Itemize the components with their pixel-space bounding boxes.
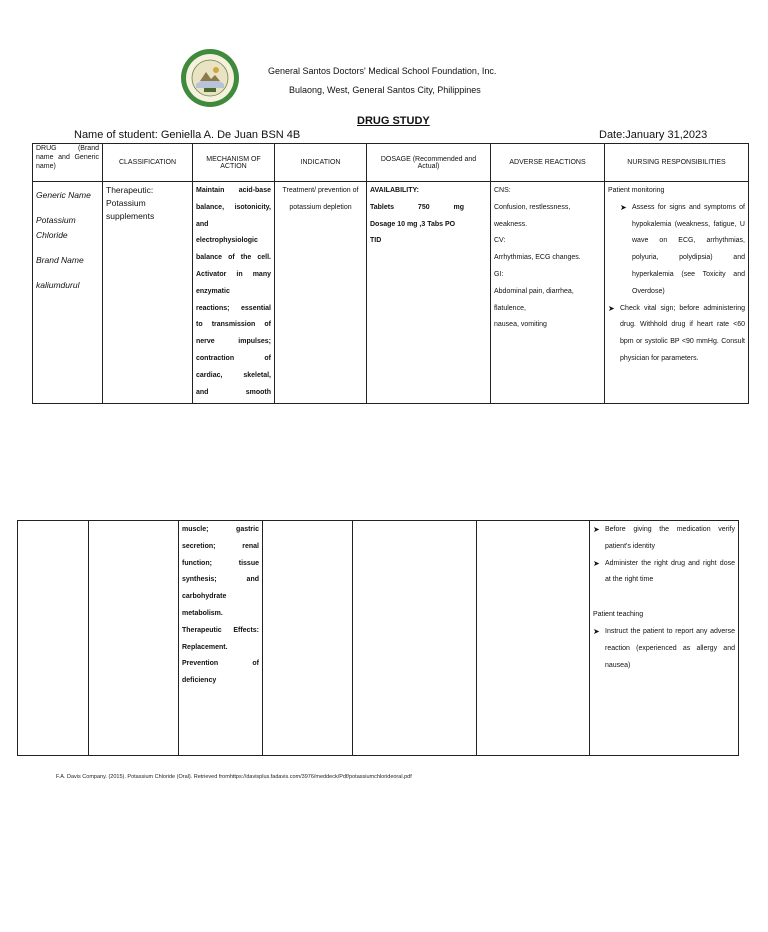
mechanism-line: Maintain acid-base [196, 187, 271, 194]
drug-study-table [32, 143, 749, 404]
patient-monitoring-label: Patient monitoring [608, 187, 665, 194]
dosage-amount: Dosage 10 mg ,3 Tabs PO [370, 220, 456, 228]
school-seal-icon [180, 48, 240, 108]
arrow-bullet-icon: ➤ [593, 626, 600, 636]
classification-cell [103, 182, 193, 404]
mechanism-line: Prevention of [182, 660, 259, 668]
dosage-cell [367, 182, 491, 404]
nursing-item-text: Instruct the patient to report any adverse reaction (experienced as allergy and nausea) [605, 627, 735, 669]
indication-text: Treatment/ prevention of potassium depletion [282, 187, 359, 211]
mechanism-line: to transmission of [196, 321, 271, 329]
availability-label: AVAILABILITY: [370, 187, 419, 194]
header-adverse-reactions: ADVERSE REACTIONS [491, 144, 605, 182]
mechanism-line: and smooth [196, 388, 271, 396]
header-mechanism: MECHANISM OF ACTION [193, 144, 275, 182]
dosage-frequency: TID [370, 237, 382, 245]
list-item [593, 624, 735, 674]
drug-cell [33, 182, 103, 404]
mechanism-line: nerve impulses; [196, 338, 271, 346]
cv-label: CV: [494, 237, 506, 245]
gi-text: Abdominal pain, diarrhea, flatulence, [494, 287, 574, 312]
nursing-cell [605, 182, 749, 404]
cv-text: Arrhythmias, ECG changes. [494, 254, 581, 262]
adverse-reactions-cell-continued [477, 521, 590, 756]
arrow-bullet-icon: ➤ [593, 525, 600, 534]
nursing-item-text: Check vital sign; before administering drug. Withhold drug if heart rate <60 bpm or systolic BP <90 mmHg. Consult physician for parameters. [620, 304, 745, 362]
header-drug: DRUG (Brand name and Generic name) [33, 144, 103, 182]
mechanism-line: synthesis; and [182, 576, 259, 584]
mechanism-line: Activator in many [196, 270, 271, 278]
mechanism-text-continued [179, 521, 262, 691]
dosage-cell-continued [353, 521, 477, 756]
header-nursing-responsibilities: NURSING RESPONSIBILITIES [605, 144, 749, 182]
mechanism-line: electrophysiologic [196, 237, 258, 245]
mechanism-line: balance, isotonicity, [196, 203, 271, 211]
mechanism-line: metabolism. [182, 609, 223, 617]
mechanism-line: enzymatic [196, 287, 230, 295]
mechanism-line: contraction of [196, 354, 271, 362]
adverse-reactions-cell [491, 182, 605, 404]
drug-cell-continued [18, 521, 89, 756]
brand-label: Brand Name [36, 255, 84, 265]
arrow-bullet-icon: ➤ [593, 558, 600, 568]
mechanism-line: function; tissue [182, 559, 259, 567]
dosage-tablets: Tablets 750 mg [370, 203, 465, 211]
mechanism-line: balance of the cell. [196, 254, 271, 262]
nursing-item-text: Before giving the medication verify patient's identity [605, 526, 735, 550]
mechanism-line: and [196, 220, 209, 228]
classification-text: Therapeutic: Potassium supplements [106, 185, 155, 221]
student-name: Name of student: Geniella A. De Juan BSN 4B [74, 129, 301, 141]
list-item [608, 301, 745, 368]
header-classification: CLASSIFICATION [103, 144, 193, 182]
list-item [593, 556, 735, 590]
indication-cell-continued [263, 521, 353, 756]
mechanism-text [193, 182, 274, 402]
nursing-item-text: Administer the right drug and right dose at the right time [605, 559, 735, 584]
study-date: Date:January 31,2023 [599, 129, 708, 141]
mechanism-line: carbohydrate [182, 593, 227, 601]
header-indication: INDICATION [275, 144, 367, 182]
mechanism-line: Replacement. [182, 643, 228, 651]
generic-label: Generic Name [36, 190, 91, 200]
mechanism-line: reactions; essential [196, 304, 271, 312]
arrow-bullet-icon: ➤ [620, 202, 627, 212]
mechanism-line: cardiac, skeletal, [196, 371, 271, 379]
header-dosage: DOSAGE (Recommended and Actual) [367, 144, 491, 182]
list-item [593, 522, 735, 556]
mechanism-cell [193, 182, 275, 404]
mechanism-line: deficiency [182, 677, 217, 685]
reference-citation: F.A. Davis Company. (2015). Potassium Chloride (Oral). Retrieved fromhttps://davisplus.fadavis.com/3976/meddeck/Pdf/potassiumchlorideoral.pdf [56, 774, 412, 780]
mechanism-line: Therapeutic Effects: [182, 626, 259, 634]
classification-cell-continued [89, 521, 179, 756]
gi-label: GI: [494, 270, 504, 278]
document-title: DRUG STUDY [357, 115, 430, 127]
mechanism-line: muscle; gastric [182, 526, 259, 533]
nursing-cell-continued [590, 521, 739, 756]
school-address: Bulaong, West, General Santos City, Philippines [289, 85, 481, 95]
drug-study-table-continued [17, 520, 739, 756]
arrow-bullet-icon: ➤ [608, 303, 615, 313]
nursing-item-text: Assess for signs and symptoms of hypokalemia (weakness, fatigue, U wave on ECG, arrhythmias, polyuria, polydipsia) and hyperkalemia (see Toxicity and Overdose) [632, 203, 745, 295]
school-name: General Santos Doctors' Medical School Foundation, Inc. [268, 66, 497, 76]
patient-teaching-label: Patient teaching [593, 611, 644, 619]
cns-label: CNS: [494, 187, 511, 194]
mechanism-cell-continued [179, 521, 263, 756]
mechanism-line: secretion; renal [182, 542, 259, 550]
brand-value: kaliumdurul [36, 280, 80, 290]
cns-text: Confusion, restlessness, weakness. [494, 203, 571, 228]
gi-text-2: nausea, vomiting [494, 321, 547, 329]
indication-cell [275, 182, 367, 404]
list-item [620, 200, 745, 301]
generic-value: Potassium Chloride [36, 215, 76, 240]
